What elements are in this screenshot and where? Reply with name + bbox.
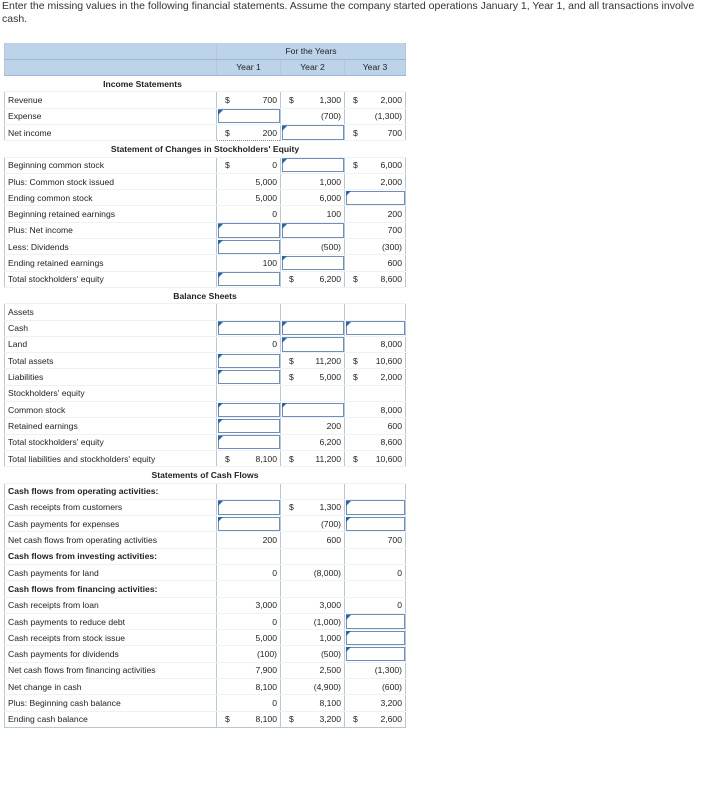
value-cell-y1-beginning-retained-earnings — [217, 206, 281, 222]
value-cell-y2-total-stockholders-equity — [281, 434, 345, 450]
statement-row — [5, 711, 406, 727]
cell-value: 0 — [272, 209, 277, 220]
cell-value: (300) — [381, 241, 402, 252]
statement-row — [5, 239, 406, 255]
statement-row — [5, 597, 406, 613]
value-cell-y2-stockholders-equity — [281, 385, 345, 401]
year2-header: Year 2 — [281, 59, 345, 75]
cell-value: 0 — [272, 567, 277, 578]
statement-row — [5, 532, 406, 548]
value-cell-y3-total-liabilities-and-stockholders-equity — [345, 450, 406, 466]
row-label-revenue: Revenue — [5, 92, 217, 108]
value-cell-y1-revenue — [217, 92, 281, 108]
cell-value: 700 — [387, 127, 402, 138]
cell-value: 8,000 — [380, 404, 402, 415]
cell-value: 0 — [397, 567, 402, 578]
row-label-cash-receipts-from-loan: Cash receipts from loan — [5, 597, 217, 613]
cell-value: 5,000 — [255, 632, 277, 643]
cell-value: 5,000 — [319, 372, 341, 383]
statement-row — [5, 336, 406, 352]
cell-value: 6,000 — [380, 160, 402, 171]
value-cell-y2-total-assets — [281, 353, 345, 369]
answer-input-y3-ending-common-stock[interactable] — [345, 190, 406, 206]
row-label-stockholders-equity: Stockholders' equity — [5, 385, 217, 401]
value-cell-y2-assets — [281, 304, 345, 320]
cell-value: 3,200 — [319, 714, 341, 725]
answer-input-y3-cash-payments-to-reduce-debt[interactable] — [345, 613, 406, 629]
value-cell-y1-cash-receipts-from-loan — [217, 597, 281, 613]
statement-row — [5, 320, 406, 336]
answer-input-y1-expense[interactable] — [217, 108, 281, 124]
value-cell-y3-cash-flows-from-financing-activities — [345, 581, 406, 597]
section-row — [5, 76, 406, 92]
cell-value: (700) — [320, 111, 341, 122]
value-cell-y2-liabilities — [281, 369, 345, 385]
cell-value: 8,600 — [380, 274, 402, 285]
dollar-sign: $ — [289, 502, 294, 513]
cell-value: (1,300) — [374, 111, 402, 122]
equity-section-heading: Statement of Changes in Stockholders' Equity — [5, 141, 406, 157]
cell-value: (1,000) — [313, 616, 341, 627]
row-label-assets: Assets — [5, 304, 217, 320]
row-label-total-stockholders-equity: Total stockholders' equity — [5, 271, 217, 287]
answer-input-y1-plus-net-income[interactable] — [217, 222, 281, 238]
statement-row — [5, 206, 406, 222]
cell-value: 11,200 — [315, 355, 341, 366]
value-cell-y1-net-income — [217, 124, 281, 140]
answer-input-y3-cash-receipts-from-customers[interactable] — [345, 499, 406, 515]
cell-value: 8,100 — [255, 714, 277, 725]
dollar-sign: $ — [225, 714, 230, 725]
value-cell-y3-net-income — [345, 124, 406, 140]
value-cell-y2-expense — [281, 108, 345, 124]
statement-row — [5, 92, 406, 108]
statement-row — [5, 679, 406, 695]
statement-row — [5, 353, 406, 369]
answer-input-y3-cash-receipts-from-stock-issue[interactable] — [345, 630, 406, 646]
answer-input-y1-retained-earnings[interactable] — [217, 418, 281, 434]
income-statements-heading: Income Statements — [5, 76, 281, 92]
value-cell-y2-cash-receipts-from-loan — [281, 597, 345, 613]
value-cell-y1-cash-flows-from-financing-activities — [217, 581, 281, 597]
value-cell-y3-plus-common-stock-issued — [345, 173, 406, 189]
dollar-sign: $ — [225, 127, 230, 138]
value-cell-y3-retained-earnings — [345, 418, 406, 434]
value-cell-y2-revenue — [281, 92, 345, 108]
value-cell-y1-ending-retained-earnings — [217, 255, 281, 271]
value-cell-y2-cash-payments-to-reduce-debt — [281, 613, 345, 629]
row-label-ending-cash-balance: Ending cash balance — [5, 711, 217, 727]
section-row — [5, 467, 406, 483]
value-cell-y2-ending-common-stock — [281, 190, 345, 206]
cell-value: (500) — [320, 241, 341, 252]
value-cell-y3-land — [345, 336, 406, 352]
cell-value: 5,000 — [255, 192, 277, 203]
answer-input-y2-cash[interactable] — [281, 320, 345, 336]
statement-row — [5, 271, 406, 287]
statement-row — [5, 157, 406, 173]
cell-value: 200 — [262, 535, 277, 546]
cell-value: (600) — [381, 681, 402, 692]
value-cell-y2-net-cash-flows-from-financing-activities — [281, 662, 345, 678]
value-cell-y2-net-change-in-cash — [281, 679, 345, 695]
statement-row — [5, 173, 406, 189]
answer-input-y1-total-stockholders-equity[interactable] — [217, 271, 281, 287]
statement-row — [5, 499, 406, 515]
statement-row — [5, 108, 406, 124]
statement-row — [5, 695, 406, 711]
cell-value: 2,000 — [380, 372, 402, 383]
cell-value: 3,000 — [319, 600, 341, 611]
statement-row — [5, 450, 406, 466]
value-cell-y3-total-assets — [345, 353, 406, 369]
cell-value: 200 — [262, 127, 277, 138]
cell-value: 2,000 — [380, 95, 402, 106]
cell-value: 10,600 — [375, 453, 402, 464]
row-label-cash-payments-for-expenses: Cash payments for expenses — [5, 516, 217, 532]
row-label-liabilities: Liabilities — [5, 369, 217, 385]
value-cell-y1-ending-cash-balance — [217, 711, 281, 727]
answer-input-y1-cash[interactable] — [217, 320, 281, 336]
row-label-total-liabilities-and-stockholders-equity: Total liabilities and stockholders' equity — [5, 450, 217, 466]
answer-input-y2-net-income[interactable] — [281, 124, 345, 140]
value-cell-y2-cash-payments-for-dividends — [281, 646, 345, 662]
value-cell-y3-less-dividends — [345, 239, 406, 255]
value-cell-y1-beginning-common-stock — [217, 157, 281, 173]
value-cell-y1-cash-receipts-from-stock-issue — [217, 630, 281, 646]
statement-row — [5, 434, 406, 450]
value-cell-y1-plus-beginning-cash-balance — [217, 695, 281, 711]
value-cell-y1-cash-payments-for-land — [217, 565, 281, 581]
header-row-years — [5, 59, 406, 75]
cell-value: 2,500 — [319, 665, 341, 676]
cell-value: 0 — [272, 339, 277, 350]
statement-row — [5, 548, 406, 564]
value-cell-y2-plus-beginning-cash-balance — [281, 695, 345, 711]
value-cell-y3-cash-payments-for-land — [345, 565, 406, 581]
dollar-sign: $ — [289, 714, 294, 725]
cell-value: 1,300 — [319, 502, 341, 513]
value-cell-y3-beginning-common-stock — [345, 157, 406, 173]
dollar-sign: $ — [289, 95, 294, 106]
answer-input-y1-cash-receipts-from-customers[interactable] — [217, 499, 281, 515]
value-cell-y1-cash-flows-from-operating-activities — [217, 483, 281, 499]
answer-input-y3-cash-payments-for-expenses[interactable] — [345, 516, 406, 532]
value-cell-y3-cash-flows-from-investing-activities — [345, 548, 406, 564]
value-cell-y3-plus-beginning-cash-balance — [345, 695, 406, 711]
answer-input-y2-plus-net-income[interactable] — [281, 222, 345, 238]
row-label-expense: Expense — [5, 108, 217, 124]
cell-value: 8,100 — [255, 453, 277, 464]
dollar-sign: $ — [353, 160, 358, 171]
value-cell-y3-cash-receipts-from-loan — [345, 597, 406, 613]
value-cell-y2-less-dividends — [281, 239, 345, 255]
row-label-cash-flows-from-investing-activities: Cash flows from investing activities: — [5, 548, 217, 564]
row-label-cash-payments-to-reduce-debt: Cash payments to reduce debt — [5, 613, 217, 629]
value-cell-y3-stockholders-equity — [345, 385, 406, 401]
cell-value: 200 — [326, 420, 341, 431]
answer-input-y1-total-assets[interactable] — [217, 353, 281, 369]
value-cell-y3-liabilities — [345, 369, 406, 385]
answer-input-y3-cash-payments-for-dividends[interactable] — [345, 646, 406, 662]
value-cell-y3-ending-cash-balance — [345, 711, 406, 727]
row-label-beginning-retained-earnings: Beginning retained earnings — [5, 206, 217, 222]
value-cell-y1-net-cash-flows-from-financing-activities — [217, 662, 281, 678]
value-cell-y3-cash-flows-from-operating-activities — [345, 483, 406, 499]
dollar-sign: $ — [353, 95, 358, 106]
statement-row — [5, 516, 406, 532]
cell-value: 2,000 — [380, 176, 402, 187]
cell-value: (1,300) — [374, 665, 402, 676]
financial-statements-table — [4, 43, 406, 728]
cell-value: 600 — [326, 535, 341, 546]
for-the-years-header: For the Years — [217, 43, 406, 59]
row-label-net-change-in-cash: Net change in cash — [5, 679, 217, 695]
cell-value: 8,100 — [255, 681, 277, 692]
row-label-cash-receipts-from-customers: Cash receipts from customers — [5, 499, 217, 515]
cell-value: 6,200 — [319, 437, 341, 448]
row-label-total-assets: Total assets — [5, 353, 217, 369]
value-cell-y3-plus-net-income — [345, 222, 406, 238]
statement-row — [5, 304, 406, 320]
row-label-cash-payments-for-dividends: Cash payments for dividends — [5, 646, 217, 662]
answer-input-y1-liabilities[interactable] — [217, 369, 281, 385]
cell-value: 0 — [272, 698, 277, 709]
row-label-net-cash-flows-from-operating-activities: Net cash flows from operating activities — [5, 532, 217, 548]
value-cell-y1-stockholders-equity — [217, 385, 281, 401]
row-label-cash-receipts-from-stock-issue: Cash receipts from stock issue — [5, 630, 217, 646]
row-label-plus-net-income: Plus: Net income — [5, 222, 217, 238]
value-cell-y2-cash-flows-from-financing-activities — [281, 581, 345, 597]
value-cell-y2-cash-flows-from-investing-activities — [281, 548, 345, 564]
row-label-ending-common-stock: Ending common stock — [5, 190, 217, 206]
value-cell-y2-ending-cash-balance — [281, 711, 345, 727]
cell-value: 0 — [272, 616, 277, 627]
answer-input-y2-common-stock[interactable] — [281, 402, 345, 418]
cash-section-heading: Statements of Cash Flows — [5, 467, 406, 483]
value-cell-y3-net-cash-flows-from-financing-activities — [345, 662, 406, 678]
value-cell-y1-total-liabilities-and-stockholders-equity — [217, 450, 281, 466]
cell-value: 1,000 — [319, 176, 341, 187]
cell-value: (700) — [320, 518, 341, 529]
instructions: Enter the missing values in the following financial statements. Assume the company started operations January 1, Year 1, and all transactions involve cash. — [2, 0, 695, 25]
cell-value: 10,600 — [375, 355, 402, 366]
cell-value: 8,000 — [380, 339, 402, 350]
cell-value: (100) — [256, 649, 277, 660]
cell-value: 700 — [387, 535, 402, 546]
cell-value: 100 — [326, 209, 341, 220]
value-cell-y3-expense — [345, 108, 406, 124]
value-cell-y3-net-change-in-cash — [345, 679, 406, 695]
answer-input-y2-beginning-common-stock[interactable] — [281, 157, 345, 173]
dollar-sign: $ — [225, 453, 230, 464]
cell-value: 2,600 — [380, 714, 402, 725]
header-blank — [5, 59, 217, 75]
statement-row — [5, 402, 406, 418]
statement-row — [5, 190, 406, 206]
value-cell-y2-cash-receipts-from-stock-issue — [281, 630, 345, 646]
answer-input-y2-ending-retained-earnings[interactable] — [281, 255, 345, 271]
statement-row — [5, 222, 406, 238]
cell-value: 100 — [262, 258, 277, 268]
year3-header: Year 3 — [345, 59, 406, 75]
value-cell-y1-cash-flows-from-investing-activities — [217, 548, 281, 564]
row-label-less-dividends: Less: Dividends — [5, 239, 217, 255]
answer-input-y2-land[interactable] — [281, 336, 345, 352]
cell-value: 8,600 — [380, 437, 402, 448]
statement-row — [5, 369, 406, 385]
row-label-cash: Cash — [5, 320, 217, 336]
header-row-years-group — [5, 43, 406, 59]
cell-value: 0 — [272, 160, 277, 171]
dollar-sign: $ — [353, 714, 358, 725]
statement-row — [5, 565, 406, 581]
row-label-ending-retained-earnings: Ending retained earnings — [5, 255, 217, 271]
statement-row — [5, 124, 406, 140]
statement-row — [5, 385, 406, 401]
dollar-sign: $ — [289, 372, 294, 383]
cell-value: 0 — [397, 600, 402, 611]
cell-value: 600 — [387, 258, 402, 268]
value-cell-y1-net-cash-flows-from-operating-activities — [217, 532, 281, 548]
cell-value: (500) — [320, 649, 341, 660]
value-cell-y2-beginning-retained-earnings — [281, 206, 345, 222]
cell-value: 200 — [387, 209, 402, 220]
value-cell-y1-cash-payments-for-dividends — [217, 646, 281, 662]
row-label-common-stock: Common stock — [5, 402, 217, 418]
value-cell-y1-net-change-in-cash — [217, 679, 281, 695]
row-label-land: Land — [5, 336, 217, 352]
cell-value: (4,900) — [313, 681, 341, 692]
answer-input-y1-cash-payments-for-expenses[interactable] — [217, 516, 281, 532]
value-cell-y3-beginning-retained-earnings — [345, 206, 406, 222]
value-cell-y2-retained-earnings — [281, 418, 345, 434]
dollar-sign: $ — [353, 127, 358, 138]
value-cell-y3-total-stockholders-equity — [345, 434, 406, 450]
header-blank — [5, 43, 217, 59]
cell-value: (8,000) — [313, 567, 341, 578]
value-cell-y2-cash-payments-for-land — [281, 565, 345, 581]
value-cell-y2-total-liabilities-and-stockholders-equity — [281, 450, 345, 466]
value-cell-y1-assets — [217, 304, 281, 320]
row-label-net-cash-flows-from-financing-activities: Net cash flows from financing activities — [5, 662, 217, 678]
row-label-plus-common-stock-issued: Plus: Common stock issued — [5, 173, 217, 189]
row-label-net-income: Net income — [5, 124, 217, 140]
value-cell-y3-net-cash-flows-from-operating-activities — [345, 532, 406, 548]
cell-value: 6,000 — [319, 192, 341, 203]
dollar-sign: $ — [289, 274, 294, 285]
value-cell-y3-revenue — [345, 92, 406, 108]
row-label-cash-flows-from-financing-activities: Cash flows from financing activities: — [5, 581, 217, 597]
row-label-plus-beginning-cash-balance: Plus: Beginning cash balance — [5, 695, 217, 711]
value-cell-y2-total-stockholders-equity — [281, 271, 345, 287]
value-cell-y1-cash-payments-to-reduce-debt — [217, 613, 281, 629]
balance-section-heading: Balance Sheets — [5, 287, 406, 303]
statement-row — [5, 255, 406, 271]
value-cell-y1-ending-common-stock — [217, 190, 281, 206]
cell-value: 11,200 — [315, 453, 341, 464]
row-label-cash-payments-for-land: Cash payments for land — [5, 565, 217, 581]
dollar-sign: $ — [353, 274, 358, 285]
cell-value: 1,000 — [319, 632, 341, 643]
cell-value: 700 — [387, 225, 402, 236]
dollar-sign: $ — [353, 372, 358, 383]
value-cell-y1-plus-common-stock-issued — [217, 173, 281, 189]
dollar-sign: $ — [353, 453, 358, 464]
cell-value: 600 — [387, 420, 402, 431]
section-row — [5, 287, 406, 303]
value-cell-y2-cash-payments-for-expenses — [281, 516, 345, 532]
value-cell-y3-total-stockholders-equity — [345, 271, 406, 287]
row-label-cash-flows-from-operating-activities: Cash flows from operating activities: — [5, 483, 217, 499]
dollar-sign: $ — [289, 453, 294, 464]
dollar-sign: $ — [225, 95, 230, 106]
value-cell-y2-cash-flows-from-operating-activities — [281, 483, 345, 499]
row-label-total-stockholders-equity: Total stockholders' equity — [5, 434, 217, 450]
value-cell-y1-land — [217, 336, 281, 352]
cell-value: 5,000 — [255, 176, 277, 187]
dollar-sign: $ — [225, 160, 230, 171]
cell-value: 700 — [262, 95, 277, 106]
statement-row — [5, 581, 406, 597]
dollar-sign: $ — [353, 355, 358, 366]
value-cell-y3-ending-retained-earnings — [345, 255, 406, 271]
statement-row — [5, 418, 406, 434]
cell-value: 8,100 — [319, 698, 341, 709]
answer-input-y1-less-dividends[interactable] — [217, 239, 281, 255]
statement-row — [5, 646, 406, 662]
value-cell-y2-plus-common-stock-issued — [281, 173, 345, 189]
value-cell-y3-assets — [345, 304, 406, 320]
year1-header: Year 1 — [217, 59, 281, 75]
cell-value: 6,200 — [319, 274, 341, 285]
value-cell-y2-net-cash-flows-from-operating-activities — [281, 532, 345, 548]
value-cell-y3-common-stock — [345, 402, 406, 418]
statement-row — [5, 483, 406, 499]
answer-input-y1-common-stock[interactable] — [217, 402, 281, 418]
statement-row — [5, 613, 406, 629]
dollar-sign: $ — [289, 355, 294, 366]
answer-input-y3-cash[interactable] — [345, 320, 406, 336]
statement-row — [5, 662, 406, 678]
answer-input-y1-total-stockholders-equity[interactable] — [217, 434, 281, 450]
row-label-beginning-common-stock: Beginning common stock — [5, 157, 217, 173]
section-row — [5, 141, 406, 157]
cell-value: 3,000 — [255, 600, 277, 611]
statement-row — [5, 630, 406, 646]
cell-value: 3,200 — [380, 698, 402, 709]
value-cell-y2-cash-receipts-from-customers — [281, 499, 345, 515]
row-label-retained-earnings: Retained earnings — [5, 418, 217, 434]
cell-value: 1,300 — [319, 95, 341, 106]
cell-value: 7,900 — [255, 665, 277, 676]
